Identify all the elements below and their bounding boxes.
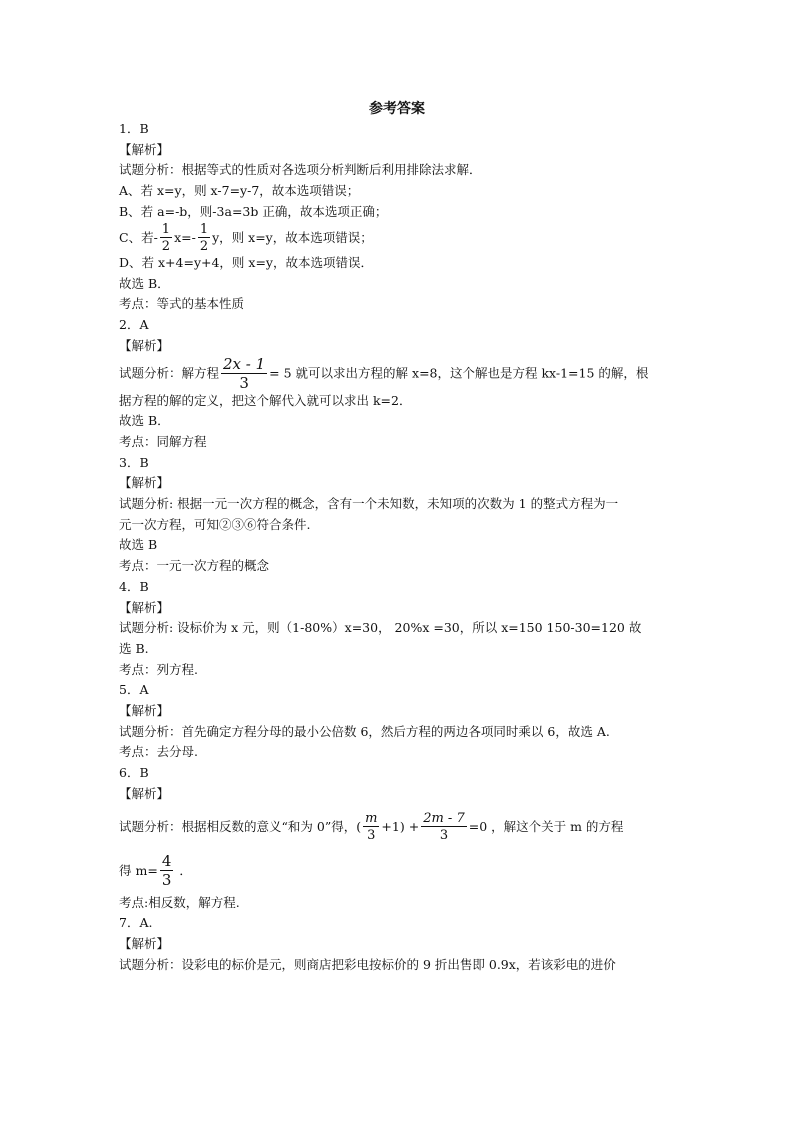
q7-number: 7．A. bbox=[119, 915, 153, 931]
q1-option-c-text-c: y，则 x=y，故本选项错误； bbox=[212, 229, 373, 245]
fraction-numerator: 2x - 1 bbox=[223, 354, 266, 373]
fraction bbox=[160, 854, 174, 888]
q2-line-1-text-b: = 5 就可以求出方程的解 x=8，这个解也是方程 kx-1=15 的解，根 bbox=[269, 365, 649, 381]
q1-topic: 考点：等式的基本性质 bbox=[119, 296, 245, 312]
q1-option-a: A、若 x=y，则 x-7=y-7，故本选项错误； bbox=[119, 183, 360, 199]
fraction-numerator: 1 bbox=[161, 222, 171, 238]
fraction-denominator: 2 bbox=[199, 239, 209, 255]
fraction-denominator: 2 bbox=[161, 239, 171, 255]
q2-analysis-tag: 【解析】 bbox=[119, 337, 170, 353]
q1-analysis-tag: 【解析】 bbox=[119, 141, 170, 157]
fraction-denominator: 3 bbox=[367, 828, 376, 844]
q3-line-2: 元一次方程，可知②③⑥符合条件. bbox=[119, 516, 311, 532]
q5-analysis-tag: 【解析】 bbox=[119, 703, 170, 719]
q6-line-1 bbox=[119, 805, 679, 849]
q1-option-b: B、若 a=-b，则-3a=3b 正确，故本选项正确； bbox=[119, 203, 388, 219]
q6-analysis-tag: 【解析】 bbox=[119, 785, 170, 801]
q1-number: 1．B bbox=[119, 121, 149, 136]
answer-content bbox=[119, 119, 679, 975]
q7-line-1: 试题分析：设彩电的标价是元，则商店把彩电按标价的 9 折出售即 0.9x，若该彩电的进价 bbox=[119, 956, 616, 972]
q5-line-1: 试题分析：首先确定方程分母的最小公倍数 6，然后方程的两边各项同时乘以 6，故选 A. bbox=[119, 723, 610, 739]
q6-number: 6．B bbox=[119, 765, 149, 781]
fraction bbox=[160, 223, 172, 253]
q1-option-c-text-a: C、若- bbox=[119, 229, 158, 245]
q4-analysis-tag: 【解析】 bbox=[119, 599, 170, 615]
q2-topic: 考点：同解方程 bbox=[119, 433, 207, 449]
q5-topic: 考点：去分母. bbox=[119, 744, 198, 760]
q6-line-2 bbox=[119, 849, 679, 893]
q1-option-c-text-b: x=- bbox=[174, 229, 196, 245]
q3-analysis-tag: 【解析】 bbox=[119, 475, 170, 491]
q1-choice: 故选 B． bbox=[119, 275, 170, 291]
q4-line-1: 试题分析: 设标价为 x 元，则（1-80%）x=30， 20%x =30，所以 x=150 150-30=120 故 bbox=[119, 620, 642, 636]
fraction bbox=[221, 354, 267, 392]
fraction bbox=[363, 812, 379, 842]
fraction-numerator: 1 bbox=[199, 222, 209, 238]
q3-topic: 考点：一元一次方程的概念 bbox=[119, 558, 270, 574]
q6-line-1-text-a: 试题分析：根据相反数的意义“和为 0”得，( bbox=[119, 818, 362, 834]
q4-topic: 考点：列方程. bbox=[119, 661, 198, 677]
q2-line-1 bbox=[119, 354, 679, 392]
q2-line-2: 据方程的解的定义，把这个解代入就可以求出 k=2． bbox=[119, 392, 412, 408]
q7-analysis-tag: 【解析】 bbox=[119, 936, 170, 951]
q4-number: 4．B bbox=[119, 578, 149, 594]
q6-line-1-text-b: +1) + bbox=[381, 818, 420, 834]
fraction-denominator: 3 bbox=[439, 828, 449, 844]
fraction-numerator: 2m - 7 bbox=[423, 811, 465, 827]
q2-choice: 故选 B． bbox=[119, 413, 170, 429]
q3-line-1: 试题分析: 根据一元一次方程的概念，含有一个未知数，未知项的次数为 1 的整式方程为一 bbox=[119, 496, 619, 512]
q2-number: 2．A bbox=[119, 317, 149, 333]
q4-line-2: 选 B. bbox=[119, 640, 149, 656]
q2-line-1-text-a: 试题分析：解方程 bbox=[119, 365, 220, 381]
fraction-numerator: 4 bbox=[161, 852, 172, 871]
q3-choice: 故选 B bbox=[119, 537, 158, 553]
q1-option-d: D、若 x+4=y+4，则 x=y，故本选项错误． bbox=[119, 255, 373, 271]
q1-option-c bbox=[119, 223, 679, 254]
fraction-denominator: 3 bbox=[239, 373, 249, 392]
fraction bbox=[421, 812, 467, 842]
q1-line-1: 试题分析：根据等式的性质对各选项分析判断后利用排除法求解． bbox=[119, 162, 482, 178]
q3-number: 3．B bbox=[119, 454, 149, 470]
q6-line-2-text-b: ． bbox=[175, 862, 192, 878]
page-title: 参考答案 bbox=[369, 101, 425, 117]
q6-line-1-text-c: =0 ，解这个关于 m 的方程 bbox=[468, 818, 624, 834]
fraction-denominator: 3 bbox=[161, 871, 172, 890]
fraction bbox=[198, 223, 210, 253]
fraction-numerator: m bbox=[365, 811, 378, 827]
q6-line-2-text-a: 得 m= bbox=[119, 862, 158, 878]
q6-topic: 考点:相反数，解方程. bbox=[119, 894, 240, 910]
q5-number: 5．A bbox=[119, 682, 149, 698]
